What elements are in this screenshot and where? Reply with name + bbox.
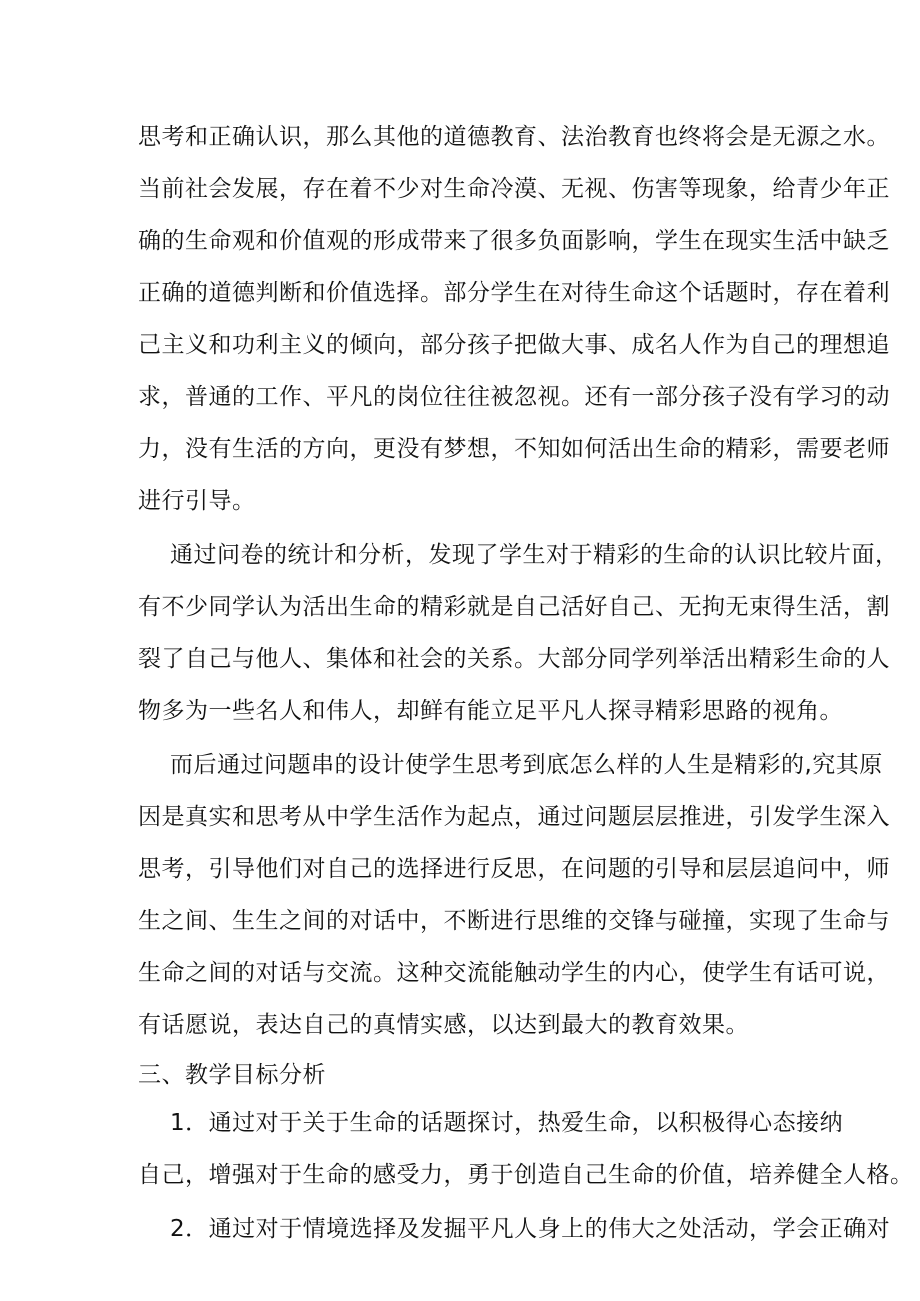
text-line: 裂了自己与他人、集体和社会的关系。大部分同学列举活出精彩生命的人: [138, 646, 890, 672]
text-line: 有不少同学认为活出生命的精彩就是自己活好自己、无拘无束得生活，割: [138, 594, 890, 620]
text-line: 2．通过对于情境选择及发掘平凡人身上的伟大之处活动，学会正确对: [170, 1216, 891, 1242]
text-line: 1．通过对于关于生命的话题探讨，热爱生命，以积极得心态接纳: [170, 1110, 844, 1136]
text-line: 因是真实和思考从中学生活作为起点，通过问题层层推进，引发学生深入: [138, 804, 890, 830]
text-line: 正确的道德判断和价值选择。部分学生在对待生命这个话题时，存在着利: [138, 280, 890, 306]
text-line: 思考，引导他们对自己的选择进行反思，在问题的引导和层层追问中，师: [138, 856, 890, 882]
text-line: 有话愿说，表达自己的真情实感，以达到最大的教育效果。: [138, 1012, 749, 1038]
text-line: 生命之间的对话与交流。这种交流能触动学生的内心，使学生有话可说，: [138, 960, 890, 986]
text-line: 自己，增强对于生命的感受力，勇于创造自己生命的价值，培养健全人格。: [138, 1162, 914, 1188]
text-line: 求，普通的工作、平凡的岗位往往被忽视。还有一部分孩子没有学习的动: [138, 384, 890, 410]
text-line: 通过问卷的统计和分析，发现了学生对于精彩的生命的认识比较片面，: [170, 542, 899, 568]
text-line: 当前社会发展，存在着不少对生命冷漠、无视、伤害等现象，给青少年正: [138, 176, 890, 202]
text-line: 而后通过问题串的设计使学生思考到底怎么样的人生是精彩的,究其原: [170, 752, 883, 778]
text-line: 生之间、生生之间的对话中，不断进行思维的交锋与碰撞，实现了生命与: [138, 908, 890, 934]
text-line: 确的生命观和价值观的形成带来了很多负面影响，学生在现实生活中缺乏: [138, 228, 890, 254]
text-line: 进行引导。: [138, 488, 256, 514]
text-line: 物多为一些名人和伟人，却鲜有能立足平凡人探寻精彩思路的视角。: [138, 698, 843, 724]
text-line: 力，没有生活的方向，更没有梦想，不知如何活出生命的精彩，需要老师: [138, 436, 890, 462]
text-line: 己主义和功利主义的倾向，部分孩子把做大事、成名人作为自己的理想追: [138, 332, 890, 358]
text-line: 思考和正确认识，那么其他的道德教育、法治教育也终将会是无源之水。: [138, 124, 890, 150]
section-heading: 三、教学目标分析: [138, 1062, 326, 1088]
